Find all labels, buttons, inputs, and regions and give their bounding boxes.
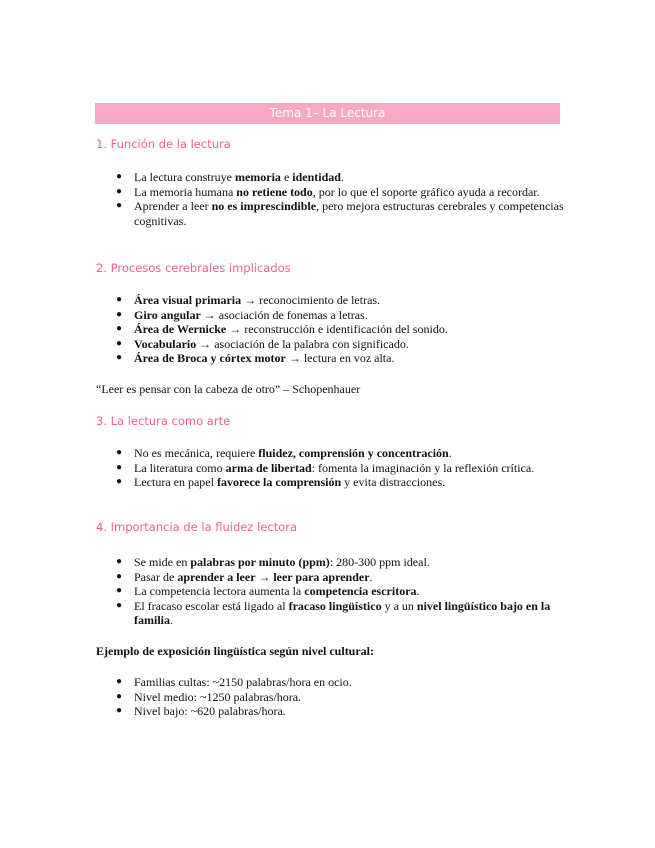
emphasis-text: Giro angular — [134, 307, 201, 322]
item-text: → reconocimiento de letras. — [241, 293, 381, 307]
item-text: . — [369, 569, 373, 584]
list-item — [96, 293, 566, 308]
bullet-icon: ● — [116, 200, 123, 212]
emphasis-text: memoria — [234, 170, 281, 184]
emphasis-text: Área visual primaria — [134, 293, 242, 307]
item-text: , por lo que el soporte gráfico ayuda a recordar. — [312, 184, 540, 199]
list-item — [96, 446, 566, 461]
list-item — [96, 690, 566, 705]
list-item — [96, 322, 566, 337]
item-text: e — [280, 170, 293, 184]
item-text: → reconstrucción e identificación del sonido. — [226, 322, 448, 337]
section-heading-4: 4. Importancia de la fluidez lectora — [96, 520, 297, 534]
list-item — [96, 555, 566, 570]
item-text: → asociación de fonemas a letras. — [200, 307, 368, 322]
emphasis-text: favorece la comprensión — [216, 475, 342, 490]
item-text: y a un — [381, 598, 417, 613]
emphasis-text: identidad — [292, 170, 341, 184]
item-text: Aprender a leer — [134, 199, 212, 214]
item-text: . — [448, 446, 452, 460]
quote-text: “Leer es pensar con la cabeza de otro” – Schopenhauer — [96, 382, 361, 396]
bullet-icon: ● — [116, 352, 123, 364]
item-text: Lectura en papel — [134, 475, 217, 490]
list-item — [96, 351, 566, 366]
bullet-icon: ● — [116, 690, 123, 702]
page-title: Tema 1– La Lectura — [269, 106, 386, 120]
item-text: . — [416, 584, 420, 599]
section-list-3 — [96, 446, 566, 490]
bullet-icon: ● — [116, 294, 123, 305]
emphasis-text: Vocabulario — [134, 336, 197, 351]
list-item — [96, 584, 566, 599]
list-item — [96, 337, 566, 352]
emphasis-text: no es imprescindible — [211, 199, 317, 214]
bullet-icon: ● — [116, 461, 123, 473]
example-title: Ejemplo de exposición lingüística según nivel cultural: — [96, 644, 375, 658]
section-heading-3: 3. La lectura como arte — [96, 414, 231, 428]
item-text: Nivel medio: ~1250 palabras/hora. — [134, 689, 302, 704]
list-item — [96, 461, 566, 476]
item-text: , pero mejora estructuras cerebrales y competencias cognitivas. — [134, 199, 564, 228]
bullet-icon: ● — [116, 705, 123, 717]
item-text: y evita distracciones. — [341, 475, 446, 490]
item-text: La lectura construye — [134, 170, 235, 184]
item-text: La memoria humana — [134, 184, 237, 199]
item-text: → asociación de la palabra con significado. — [196, 336, 409, 351]
section-heading-2: 2. Procesos cerebrales implicados — [96, 261, 291, 275]
list-item — [96, 570, 566, 585]
example-list — [96, 675, 566, 719]
emphasis-text: arma de libertad — [225, 460, 312, 475]
bullet-icon: ● — [116, 323, 123, 335]
emphasis-text: no retiene todo — [236, 184, 313, 199]
section-heading-1: 1. Función de la lectura — [96, 137, 231, 151]
item-text: El fracaso escolar está ligado al — [134, 598, 289, 613]
item-text: . — [340, 170, 344, 184]
list-item — [96, 475, 566, 490]
emphasis-text: Área de Wernicke — [134, 322, 227, 337]
bullet-icon: ● — [116, 171, 123, 182]
bullet-icon: ● — [116, 185, 123, 197]
bullet-icon: ● — [116, 599, 123, 611]
emphasis-text: competencia escritora — [304, 584, 417, 599]
emphasis-text: nivel lingüístico bajo en la familia — [134, 598, 551, 628]
emphasis-text: Área de Broca y córtex motor — [134, 351, 286, 366]
item-text: → lectura en voz alta. — [285, 351, 395, 366]
bullet-icon: ● — [116, 476, 123, 488]
item-text: . — [170, 613, 173, 628]
list-item — [96, 704, 566, 719]
list-item — [96, 170, 566, 185]
item-text: No es mecánica, requiere — [134, 446, 259, 460]
emphasis-text: palabras por minuto (ppm) — [190, 555, 330, 569]
item-text: : fomenta la imaginación y la reflexión crítica. — [311, 460, 535, 475]
list-item — [96, 675, 566, 690]
list-item — [96, 599, 566, 628]
item-text: Nivel bajo: ~620 palabras/hora. — [134, 704, 286, 719]
item-text: Se mide en — [134, 555, 191, 569]
section-list-4 — [96, 555, 566, 628]
bullet-icon: ● — [116, 676, 123, 687]
bullet-icon: ● — [116, 308, 123, 320]
item-text: Familias cultas: ~2150 palabras/hora en ocio. — [134, 675, 352, 689]
item-text: : 280-300 ppm ideal. — [329, 555, 430, 569]
bullet-icon: ● — [116, 447, 123, 458]
emphasis-text: fluidez, comprensión y concentración — [258, 446, 449, 460]
list-item — [96, 308, 566, 323]
title-banner — [95, 103, 560, 124]
bullet-icon: ● — [116, 570, 123, 582]
bullet-icon: ● — [116, 337, 123, 349]
bullet-icon: ● — [116, 556, 123, 567]
item-text: La competencia lectora aumenta la — [134, 584, 305, 599]
item-text: Pasar de — [134, 569, 178, 584]
item-text: La literatura como — [134, 460, 226, 475]
emphasis-text: fracaso lingüístico — [288, 598, 382, 613]
bullet-icon: ● — [116, 585, 123, 597]
section-list-1 — [96, 170, 566, 228]
emphasis-text: aprender a leer → leer para aprender — [177, 569, 370, 584]
section-list-2 — [96, 293, 566, 366]
list-item — [96, 185, 566, 200]
list-item — [96, 199, 566, 228]
